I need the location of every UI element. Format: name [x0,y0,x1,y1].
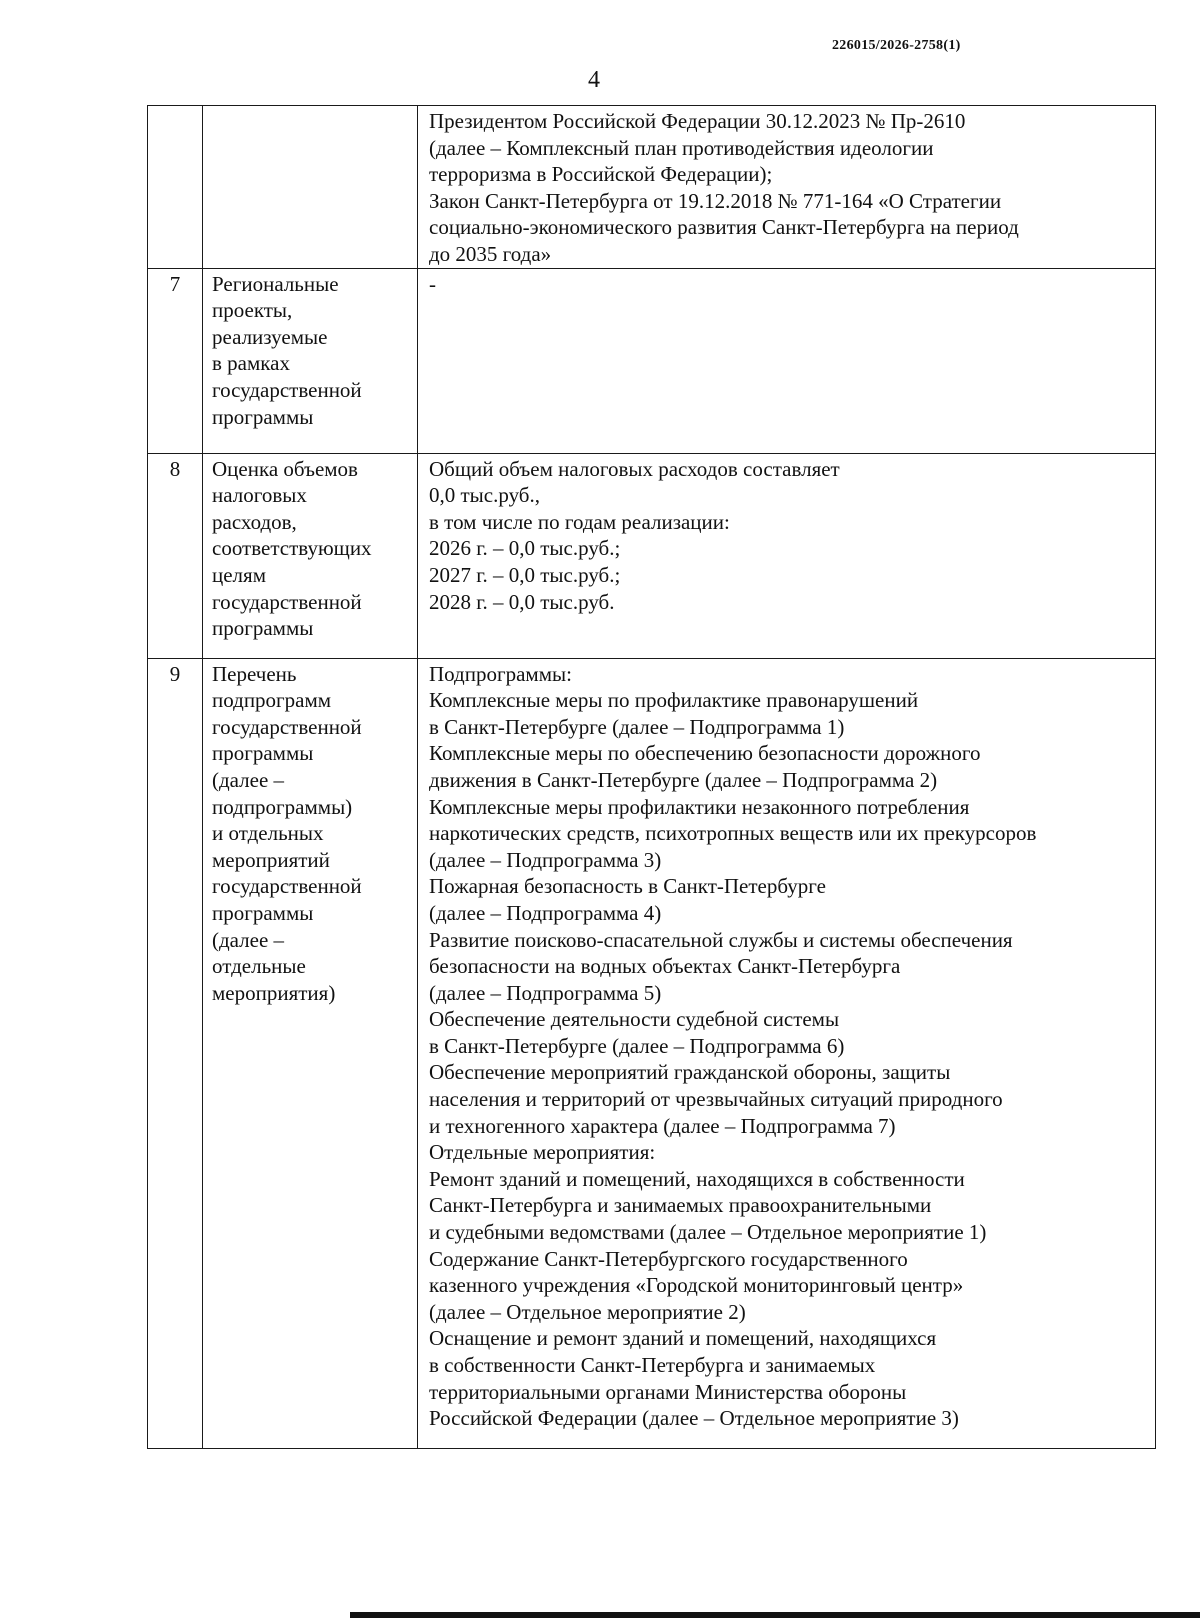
text-line: казенного учреждения «Городской мониторинговый центр» [429,1273,964,1298]
document-registration-number: 226015/2026-2758(1) [832,38,961,53]
text-line: Содержание Санкт-Петербургского государственного [429,1246,908,1271]
text-line: в рамках [212,351,290,376]
text-line: программы [212,741,314,766]
text-line: (далее – Отдельное мероприятие 2) [429,1299,746,1324]
text-line: целям [212,562,266,587]
text-line: и судебными ведомствами (далее – Отдельное мероприятие 1) [429,1220,987,1245]
text-line: терроризма в Российской Федерации); [429,162,773,187]
text-line: 2028 г. – 0,0 тыс.руб. [429,589,615,614]
text-line: Развитие поисково-спасательной службы и системы обеспечения [429,927,1013,952]
text-line: Санкт-Петербурга и занимаемых правоохранительными [429,1193,932,1218]
text-line: в Санкт-Петербурге (далее – Подпрограмма 6) [429,1033,845,1058]
text-line: программы [212,900,314,925]
text-line: и техногенного характера (далее – Подпрограмма 7) [429,1113,896,1138]
table-row-9 [148,658,1156,1448]
row-name-cell [203,453,418,658]
text-line: Оснащение и ремонт зданий и помещений, находящихся [429,1326,937,1351]
text-line: 2027 г. – 0,0 тыс.руб.; [429,562,621,587]
text-line: социально-экономического развития Санкт-Петербурга на период [429,215,1019,240]
text-line: 0,0 тыс.руб., [429,483,540,508]
text-line: Обеспечение деятельности судебной системы [429,1007,840,1032]
row-number-cell: 9 [148,658,203,1448]
text-line: соответствующих [212,536,372,561]
row-number-cell: 7 [148,268,203,453]
table-row-continued [148,106,1156,269]
text-line: программы [212,404,314,429]
text-line: государственной [212,874,362,899]
row-content-cell [418,658,1156,1448]
text-line: до 2035 года» [429,241,552,266]
row-name-cell [203,268,418,453]
text-line: Комплексные меры по профилактике правонарушений [429,688,919,713]
text-line: (далее – Комплексный план противодействия идеологии [429,135,934,160]
text-line: (далее – Подпрограмма 4) [429,900,662,925]
row-name-cell [203,106,418,269]
text-line: (далее – [212,767,285,792]
text-line: государственной [212,589,362,614]
text-line: в Санкт-Петербурге (далее – Подпрограмма 1) [429,714,845,739]
text-line: налоговых [212,483,307,508]
scan-bottom-edge [350,1612,1200,1618]
text-line: мероприятий [212,847,330,872]
text-line: Президентом Российской Федерации 30.12.2023 № Пр-2610 [429,109,966,133]
text-line: проекты, [212,298,293,323]
text-line: движения в Санкт-Петербурге (далее – Подпрограмма 2) [429,767,938,792]
text-line: Комплексные меры профилактики незаконного потребления [429,794,970,819]
text-line: Российской Федерации (далее – Отдельное мероприятие 3) [429,1406,959,1431]
row-name-cell [203,658,418,1448]
text-line: в том числе по годам реализации: [429,509,730,534]
text-line: Обеспечение мероприятий гражданской обороны, защиты [429,1060,951,1085]
row-content-cell [418,106,1156,269]
text-line: государственной [212,377,362,402]
text-line: подпрограмм [212,688,332,713]
text-line: отдельные [212,954,306,979]
text-line: реализуемые [212,324,328,349]
row-content-cell [418,268,1156,453]
text-line: Закон Санкт-Петербурга от 19.12.2018 № 771-164 «О Стратегии [429,188,1002,213]
row-number-cell: 8 [148,453,203,658]
text-line: населения и территорий от чрезвычайных ситуаций природного [429,1087,1003,1112]
page-number: 4 [588,67,600,93]
table-row-8 [148,453,1156,658]
row-content-cell [418,453,1156,658]
text-line: безопасности на водных объектах Санкт-Петербурга [429,954,901,979]
text-line: подпрограммы) [212,794,353,819]
text-line: мероприятия) [212,980,336,1005]
text-line: в собственности Санкт-Петербурга и занимаемых [429,1353,876,1377]
row-number-cell [148,106,203,269]
text-line: (далее – Подпрограмма 3) [429,847,662,872]
text-line: 2026 г. – 0,0 тыс.руб.; [429,536,621,561]
text-line: наркотических средств, психотропных веществ или их прекурсоров [429,821,1037,846]
text-line: территориальными органами Министерства обороны [429,1379,907,1404]
text-line: (далее – [212,927,285,952]
text-line: государственной [212,714,362,739]
text-line: Подпрограммы: [429,661,572,686]
text-line: Оценка объемов [212,456,358,481]
table-row-7 [148,268,1156,453]
passport-table [147,105,1156,1449]
text-line: Ремонт зданий и помещений, находящихся в собственности [429,1166,965,1191]
text-line: Региональные [212,271,339,296]
text-line: Комплексные меры по обеспечению безопасности дорожного [429,741,981,766]
text-line: (далее – Подпрограмма 5) [429,980,662,1005]
text-line: Перечень [212,661,297,686]
text-line: расходов, [212,509,297,534]
text-line: Отдельные мероприятия: [429,1140,656,1165]
text-line: Общий объем налоговых расходов составляет [429,456,840,481]
text-line: Пожарная безопасность в Санкт-Петербурге [429,874,826,899]
text-line: программы [212,616,314,641]
text-line: - [429,271,436,296]
text-line: и отдельных [212,821,324,846]
